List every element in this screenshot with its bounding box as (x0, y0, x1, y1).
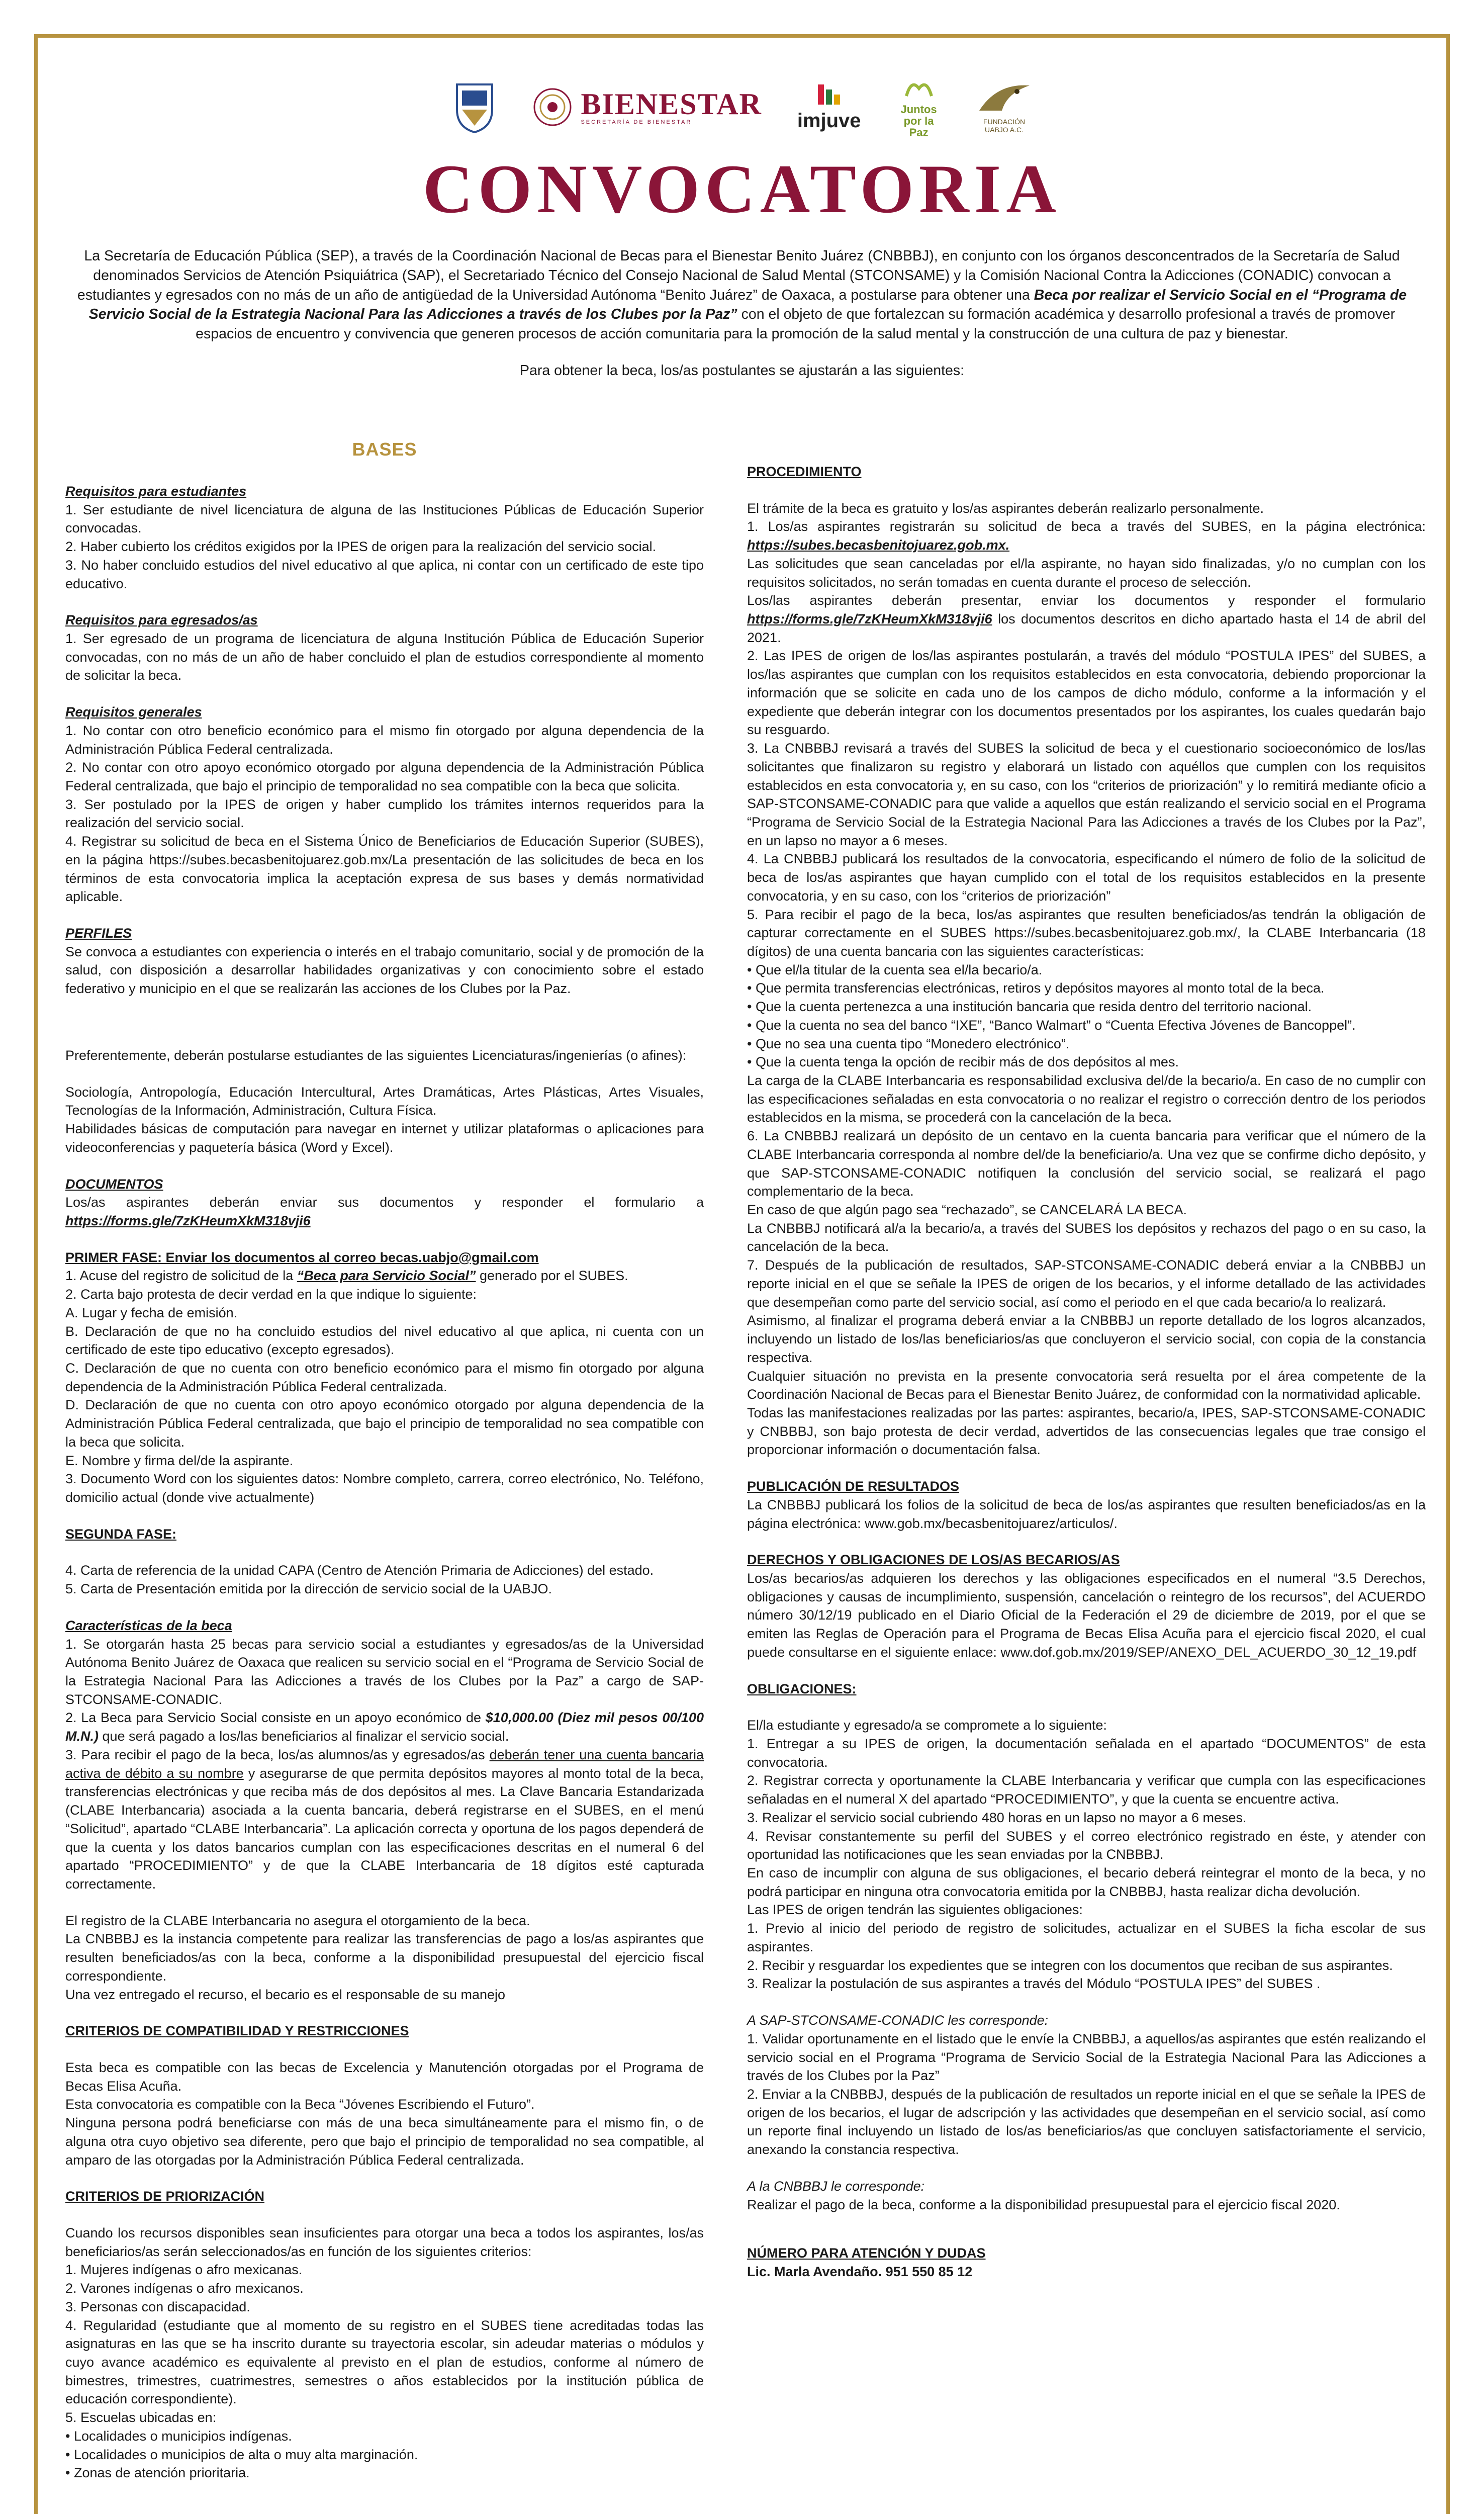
procedimiento-item: Asimismo, al finalizar el programa deberá enviar a la CNBBBJ un reporte detallado de los logros alcanzados, incluyendo un listado de los/las beneficiarios/as que concluyeron el servicio social, con copia de la constancia respectiva. (747, 1313, 1426, 1365)
subes-link[interactable]: https://subes.becasbenitojuarez.gob.mx. (747, 537, 1010, 553)
forms-link[interactable]: https://forms.gle/7zKHeumXkM318vji6 (65, 1213, 311, 1228)
procedimiento-item: La CNBBBJ notificará al/a la becario/a, a través del SUBES los depósitos y rechazos del pago o en su caso, la cancelación de la beca. (747, 1220, 1426, 1254)
carreras-text: Sociología, Antropología, Educación Intercultural, Artes Dramáticas, Artes Plásticas, Artes Visuales, Tecnologías de la Información, Administración, Cultura Física. (65, 1084, 704, 1118)
obligaciones-item: 2. Recibir y resguardar los expedientes que se integren con los documentos que reciban de sus aspirantes. (747, 1957, 1393, 1973)
fundacion-uabjo-logo (977, 80, 1032, 134)
obligaciones-intro: El/la estudiante y egresado/a se compromete a lo siguiente: (747, 1718, 1107, 1733)
perfiles-text: Se convoca a estudiantes con experiencia o interés en el trabajo comunitario, social y de promoción de la salud, con disposición a desarrollar habilidades organizativas y con conocimiento sobre el estado federativo y municipio en el que se realizarán las acciones de los Clubes por la Paz. (65, 944, 704, 997)
segunda-fase-item: 5. Carta de Presentación emitida por la dirección de servicio social de la UABJO. (65, 1581, 552, 1597)
procedimiento-item: 7. Después de la publicación de resultados, SAP-STCONSAME-CONADIC deberá enviar a la CNBBBJ un reporte inicial en el que se señale la IPES de origen de los becarios, y el informe detallado de las actividades que desempeñan como parte del servicio social, así como el periodo en el que cada becario/a lo realizará. (747, 1258, 1426, 1310)
registro-clabe-text: La CNBBBJ es la instancia competente para realizar las transferencias de pago a los/as aspirantes que resulten beneficiados/as con la beca, conforme a la disponibilidad presupuestal del ejercicio fiscal correspondiente. (65, 1931, 704, 1984)
req-generales-title: Requisitos generales (65, 704, 202, 720)
priorizacion-intro: Cuando los recursos disponibles sean insuficientes para otorgar una beca a todos los aspirantes, los/as beneficiarios/as serán seleccionados/as en función de los siguientes criterios: (65, 2225, 704, 2259)
priorizacion-item: • Localidades o municipios indígenas. (65, 2428, 292, 2444)
procedimiento-text: El trámite de la beca es gratuito y los/as aspirantes deberán realizarlo personalmente. (747, 500, 1264, 516)
caracteristicas-item (65, 1709, 704, 1745)
logo-bar (0, 69, 1484, 145)
sap-item: 1. Validar oportunamente en el listado que le envíe la CNBBBJ, a aquellos/as aspirantes que estén realizando el servicio social en el Programa “Programa de Servicio Social de la Estrategia Nacional Para las Adicciones a través de los Clubes por la Paz” (747, 2031, 1426, 2084)
procedimiento-item: La carga de la CLABE Interbancaria es responsabilidad exclusiva del/de la becario/a. En caso de no cumplir con las especificaciones señaladas en esta convocatoria o no realizar el registro o corrección dentro de los periodos establecidos en la misma, se procederá con la cancelación de la beca. (747, 1073, 1426, 1125)
sap-item: 2. Enviar a la CNBBBJ, después de la publicación de resultados un reporte inicial en el que se señale la IPES de origen de los becarios, el lugar de adscripción y las actividades que desempeñan en el servicio social, así como un reporte final incluyendo un listado de los/as beneficiarios/as que concluyen satisfactoriamente el servicio, anexando la constancia respectiva. (747, 2086, 1426, 2158)
procedimiento-item: • Que no sea una cuenta tipo “Monedero electrónico”. (747, 1036, 1070, 1051)
juntos-por-la-paz-logo (896, 76, 942, 138)
req-est-item: 2. Haber cubierto los créditos exigidos por la IPES de origen para la realización del servicio social. (65, 539, 657, 555)
procedimiento-item: 4. La CNBBBJ publicará los resultados de la convocatoria, especificando el número de folio de la solicitud de beca de los/as aspirantes que hayan cumplido con el total de los requisitos establecidos en la presente convocatoria, y en su caso, con los “criterios de priorización” (747, 851, 1426, 904)
documentos-title: DOCUMENTOS (65, 1176, 163, 1192)
priorizacion-item: 5. Escuelas ubicadas en: (65, 2410, 217, 2426)
procedimiento-item: Todas las manifestaciones realizadas por las partes: aspirantes, becario/a, IPES, SAP-STCONSAME-CONADIC y CNBBBJ, son bajo protesta de decir verdad, advertidos de las consecuencias legales que trae consigo el proporcionar información o documentación falsa. (747, 1405, 1426, 1458)
documentos-text (65, 1193, 704, 1230)
juntos-wordmark: Juntos por la Paz (900, 103, 937, 139)
procedimiento-item: • Que el/la titular de la cuenta sea el/la becario/a. (747, 962, 1043, 977)
bases-heading: BASES (352, 439, 417, 460)
caracteristicas-item (65, 1746, 704, 1894)
procedimiento-item: • Que la cuenta no sea del banco “IXE”, “Banco Walmart” o “Cuenta Efectiva Jóvenes de Bancoppel”. (747, 1017, 1356, 1033)
perfiles-title: PERFILES (65, 926, 132, 941)
registro-clabe-text: El registro de la CLABE Interbancaria no asegura el otorgamiento de la beca. (65, 1913, 530, 1928)
intro-closing: Para obtener la beca, los/as postulantes se ajustarán a las siguientes: (519, 362, 965, 379)
caracteristicas-title: Características de la beca (65, 1618, 232, 1633)
req-egresados-text: 1. Ser egresado de un programa de licenciatura de alguna Institución Pública de Educación Superior convocadas, con no más de un año de haber concluido el plan de estudios correspondiente al momento de solicitar la beca. (65, 631, 704, 683)
priorizacion-item: 4. Regularidad (estudiante que al momento de su registro en el SUBES tiene acreditadas todas las asignaturas en las que se ha inscrito durante su trayectoria escolar, sin adeudar materias o módulos y cuyo avance académico es equivalente al previsto en el plan de estudios, conforme al número de bimestres, trimestres, cuatrimestres, semestres o años establecidos por la institución pública de educación correspondiente). (65, 2317, 704, 2407)
procedimiento-item: 5. Para recibir el pago de la beca, los/as aspirantes que resulten beneficiados/as tendrán la obligación de capturar correctamente en el SUBES https://subes.becasbenitojuarez.gob.mx/, la CLABE Interbancaria (18 dígitos) de una cuenta bancaria con las siguientes características: (747, 907, 1426, 959)
intro-text-end: con el objeto de que fortalezcan su formación académica y desarrollo profesional a través de promover espacios de encuentro y convivencia que generen procesos de acción comunitaria para la promoción de la salud mental y la construcción de una cultura de paz y bienestar. (196, 306, 1396, 342)
caracteristicas-item-text: 3. Para recibir el pago de la beca, los/as alumnos/as y egresados/as (65, 1747, 485, 1762)
priorizacion-item: 3. Personas con discapacidad. (65, 2299, 250, 2314)
procedimiento-item (747, 517, 1426, 554)
fundacion-wordmark: FUNDACIÓN UABJO A.C. (983, 118, 1026, 134)
req-egresados-title: Requisitos para egresados/as (65, 612, 258, 628)
primer-fase-item: A. Lugar y fecha de emisión. (65, 1305, 238, 1320)
req-gen-item: 4. Registrar su solicitud de beca en el Sistema Único de Beneficiarios de Educación Superior (SUBES), en la página https://subes.becasbenitojuarez.gob.mx/La presentación de las solicitudes de beca en los términos de esta convocatoria implica la aceptación expresa de sus bases y demás normatividad aplicable. (65, 834, 704, 905)
req-est-item: 3. No haber concluido estudios del nivel educativo al que aplica, ni contar con un certificado de este tipo educativo. (65, 557, 704, 591)
primer-fase-item: 3. Documento Word con los siguientes datos: Nombre completo, carrera, correo electrónico, No. Teléfono, domicilio actual (donde vive actualmente) (65, 1471, 704, 1505)
monto-beca: $10,000.00 (Diez mil pesos 00/100 M.N.) (65, 1710, 704, 1744)
procedimiento-item: 6. La CNBBBJ realizará un depósito de un centavo en la cuenta bancaria para verificar que el número de la CLABE Interbancaria corresponda al nombre del/de la beneficiario/a. Una vez que se confirme dicho depósito, y que SAP-STCONSAME-CONADIC notifiquen la conclusión del servicio social, se realizará el pago complementario de la beca. (747, 1128, 1426, 1199)
req-estudiantes-title: Requisitos para estudiantes (65, 483, 247, 499)
cuenta-bancaria-requirement: deberán tener una cuenta bancaria activa de débito a su nombre (65, 1747, 704, 1781)
primer-fase-item (65, 1267, 704, 1285)
req-gen-item: 2. No contar con otro apoyo económico otorgado por alguna dependencia de la Administración Pública Federal centralizada, que bajo el principio de temporalidad no sea compatible con la beca que solicita. (65, 760, 704, 794)
req-est-item: 1. Ser estudiante de nivel licenciatura de alguna de las Instituciones Públicas de Educación Superior convocadas. (65, 502, 704, 536)
registro-clabe-text: Una vez entregado el recurso, el becario es el responsable de su manejo (65, 1987, 506, 2002)
cnbbbj-title: A la CNBBBJ le corresponde: (747, 2178, 925, 2194)
compatibilidad-title: CRITERIOS DE COMPATIBILIDAD Y RESTRICCIONES (65, 2023, 409, 2039)
preferentemente-text: Preferentemente, deberán postularse estudiantes de las siguientes Licenciaturas/ingenierías (o afines): (65, 1047, 687, 1063)
procedimiento-text: Las solicitudes que sean canceladas por el/la aspirante, no hayan sido finalizadas, y/o no cumplan con los requisitos solicitados, no serán tomadas en cuenta durante el proceso de selección. (747, 556, 1426, 590)
procedimiento-item: • Que la cuenta tenga la opción de recibir más de dos depósitos al mes. (747, 1054, 1179, 1070)
bienestar-subtitle: SECRETARÍA DE BIENESTAR (581, 119, 692, 125)
priorizacion-item: 1. Mujeres indígenas o afro mexicanas. (65, 2262, 303, 2278)
primer-fase-item: 2. Carta bajo protesta de decir verdad en la que indique lo siguiente: (65, 1287, 477, 1302)
segunda-fase-title: SEGUNDA FASE: (65, 1526, 177, 1542)
primer-fase-item: B. Declaración de que no ha concluido estudios del nivel educativo al que aplica, ni cuenta con un certificado de este tipo educativo (excepto egresados). (65, 1323, 704, 1358)
habilidades-text: Habilidades básicas de computación para navegar en internet y utilizar plataformas o aplicaciones para videoconferencias y paquetería básica (Word y Excel). (65, 1121, 704, 1155)
derechos-text: Los/as becarios/as adquieren los derechos y las obligaciones especificados en el numeral “3.5 Derechos, obligaciones y causas de incumplimiento, suspensión, cancelación o reintegro de los recursos”, del ACUERDO número 30/12/19 publicado en el Diario Oficial de la Federación el 29 de diciembre de 2019, por el que se emiten las Reglas de Operación para el Programa de Becas Elisa Acuña para el ejercicio fiscal 2020, el cual puede consultarse en el siguiente enlace: www.dof.gob.mx/2019/SEP/ANEXO_DEL_ACUERDO_30_12_19.pdf (747, 1570, 1426, 1660)
obligaciones-item: 3. Realizar el servicio social cubriendo 480 horas en un lapso no mayor a 6 meses. (747, 1810, 1247, 1825)
procedimiento-item: • Que permita transferencias electrónicas, retiros y depósitos mayores al monto total de la beca. (747, 980, 1325, 996)
primer-fase-title: PRIMER FASE: Enviar los documentos al correo becas.uabjo@gmail.com (65, 1249, 539, 1265)
caracteristicas-item-text: y asegurarse de que permita depósitos mayores al monto total de la beca, transferencias electrónicas y que reciba más de dos depósitos al mes. La Clave Bancaria Estandarizada (CLABE Interbancaria) asociada a la cuenta bancaria, deberá registrarse en el SUBES, en el menú “Solicitud”, apartado “CLABE Interbancaria”. La aplicación correcta y oportuna de los pagos dependerá de que la cuenta y los datos bancarios cumplan con las especificaciones descritas en el numeral 6 del apartado “PROCEDIMIENTO” y de que la CLABE Interbancaria de 18 dígitos esté capturada correctamente. (65, 1765, 704, 1892)
primer-fase-item: E. Nombre y firma del/de la aspirante. (65, 1453, 294, 1468)
sap-title: A SAP-STCONSAME-CONADIC les corresponde: (747, 2013, 1049, 2028)
obligaciones-item: 4. Revisar constantemente su perfil del SUBES y el correo electrónico registrado en éste, y atender con oportunidad las notificaciones que les sean enviadas por la CNBBBJ. (747, 1828, 1426, 1862)
procedimiento-item-text: 1. Los/as aspirantes registrarán su solicitud de beca a través del SUBES, en la página electrónica: (747, 519, 1426, 534)
left-column (65, 437, 704, 2482)
primer-fase-item: C. Declaración de que no cuenta con otro beneficio económico para el mismo fin otorgado por alguna dependencia de la Administración Pública Federal centralizada. (65, 1360, 704, 1394)
obligaciones-item: 3. Realizar la postulación de sus aspirantes a través del Módulo “POSTULA IPES” del SUBES . (747, 1976, 1321, 1992)
primer-fase-item-text: 1. Acuse del registro de solicitud de la (65, 1268, 294, 1284)
procedimiento-item: 2. Las IPES de origen de los/las aspirantes postularán, a través del módulo “POSTULA IPES” del SUBES, a los/las aspirantes que cumplan con los requisitos establecidos en esta convocatoria, debiendo proporcionar la información que se solicite en cada uno de los campos de dicho módulo, conforme a la información y el expediente que deberán integrar con los documentos presentados por los aspirantes, los cuales quedarán bajo su resguardo. (747, 648, 1426, 738)
contacto-title: NÚMERO PARA ATENCIÓN Y DUDAS (747, 2246, 986, 2261)
intro-paragraph (60, 246, 1424, 344)
obligaciones-item: En caso de incumplir con alguna de sus obligaciones, el becario deberá reintegrar el monto de la beca, y no podrá participar en ninguna otra convocatoria emitida por la CNBBBJ, hasta realizar dicha devolución. (747, 1865, 1426, 1899)
obligaciones-item: 1. Entregar a su IPES de origen, la documentación señalada en el apartado “DOCUMENTOS” de esta convocatoria. (747, 1736, 1426, 1770)
procedimiento-text (747, 591, 1426, 647)
compatibilidad-text: Ninguna persona podrá beneficiarse con más de una beca simultáneamente para el mismo fin, o de alguna otra cuyo objetivo sea diferente, pero que bajo el principio de temporalidad no sea compatible, al amparo de las otorgadas por la Administración Pública Federal centralizada. (65, 2115, 704, 2168)
caracteristicas-item-text: 2. La Beca para Servicio Social consiste en un apoyo económico de (65, 1710, 482, 1726)
obligaciones-item: 2. Registrar correcta y oportunamente la CLABE Interbancaria y verificar que cumpla con las especificaciones señaladas en el numeral X del apartado “PROCEDIMIENTO”, y que la cuenta se encuentre activa. (747, 1773, 1426, 1807)
bienestar-logo (532, 87, 762, 127)
obligaciones-title: OBLIGACIONES: (747, 1681, 857, 1696)
right-column (747, 463, 1426, 2281)
intro-section (60, 246, 1424, 398)
intro-beca-title: Beca por realizar el Servicio Social en el “Programa de Servicio Social de la Estrategia Nacional Para las Adicciones a través de los Clubes por la Paz” (88, 287, 1407, 323)
caracteristicas-item-text: que será pagado a los/las beneficiarios al finalizar el servicio social. (102, 1729, 509, 1744)
req-gen-item: 1. No contar con otro beneficio económico para el mismo fin otorgado por alguna dependencia de la Administración Pública Federal centralizada. (65, 723, 704, 757)
priorizacion-item: • Zonas de atención prioritaria. (65, 2465, 250, 2481)
procedimiento-item: 3. La CNBBBJ revisará a través del SUBES la solicitud de beca y el cuestionario socioeconómico de los/las solicitantes que finalizaron su registro y elaborará un listado con aquéllos que cumplen con los requisitos establecidos en esta convocatoria y, en su caso, con los “criterios de priorización” y lo remitirá mediante oficio a SAP-STCONSAME-CONADIC para que valide a aquellos que están realizando el servicio social en el Programa “Programa de Servicio Social de la Estrategia Nacional Para las Adicciones a través de los Clubes por la Paz”, en un lapso no mayor a 6 meses. (747, 741, 1426, 848)
contacto-text: Lic. Marla Avendaño. 951 550 85 12 (747, 2264, 973, 2279)
beca-servicio-social-label: “Beca para Servicio Social” (297, 1268, 476, 1284)
documentos-desc: Los/as aspirantes deberán enviar sus documentos y responder el formulario a (65, 1195, 704, 1210)
req-gen-item: 3. Ser postulado por la IPES de origen y haber cumplido los trámites internos requeridos para la realización del servicio social. (65, 796, 704, 831)
priorizacion-item: • Localidades o municipios de alta o muy alta marginación. (65, 2447, 418, 2462)
obligaciones-item: 1. Previo al inicio del periodo de registro de solicitudes, actualizar en el SUBES la ficha escolar de sus aspirantes. (747, 1921, 1426, 1954)
procedimiento-item: • Que la cuenta pertenezca a una institución bancaria que resida dentro del territorio nacional. (747, 999, 1312, 1015)
intro-text: La Secretaría de Educación Pública (SEP), a través de la Coordinación Nacional de Becas para el Bienestar Benito Juárez (CNBBBJ), en conjunto con los órganos desconcentrados de la Secretaría de Salud denominados Servicios de Atención Psiquiátrica (SAP), el Secretariado Técnico del Consejo Nacional de Salud Mental (STCONSAME) y la Comisión Nacional Contra la Adicciones (CONADIC) convocan a estudiantes y egresados con no más de un año de antigüedad de la Universidad Autónoma “Benito Juárez” de Oaxaca, a postularse para obtener una (77, 248, 1400, 303)
oaxaca-crest-logo (452, 79, 497, 135)
segunda-fase-item: 4. Carta de referencia de la unidad CAPA (Centro de Atención Primaria de Adicciones) del estado. (65, 1563, 654, 1578)
imjuve-wordmark: imjuve (797, 110, 861, 132)
page-title: CONVOCATORIA (423, 150, 1061, 227)
primer-fase-item-text: generado por el SUBES. (479, 1268, 628, 1284)
bienestar-wordmark: BIENESTAR (581, 87, 762, 121)
publicacion-text: La CNBBBJ publicará los folios de la solicitud de beca de los/as aspirantes que resulten beneficiados/as en la página electrónica: www.gob.mx/becasbenitojuarez/articulos/. (747, 1497, 1426, 1531)
imjuve-logo (797, 82, 861, 132)
procedimiento-item: Cualquier situación no prevista en la presente convocatoria será resuelta por el área competente de la Coordinación Nacional de Becas para el Bienestar Benito Juárez, de conformidad con la normatividad aplicable. (747, 1368, 1426, 1402)
primer-fase-item: D. Declaración de que no cuenta con otro apoyo económico otorgado por alguna dependencia de la Administración Pública Federal centralizada, que bajo el principio de temporalidad no sea compatible con la beca que solicita. (65, 1397, 704, 1450)
compatibilidad-text: Esta convocatoria es compatible con la Beca “Jóvenes Escribiendo el Futuro”. (65, 2097, 535, 2112)
forms-link[interactable]: https://forms.gle/7zKHeumXkM318vji6 (747, 611, 992, 627)
obligaciones-item: Las IPES de origen tendrán las siguientes obligaciones: (747, 1902, 1083, 1918)
publicacion-title: PUBLICACIÓN DE RESULTADOS (747, 1479, 960, 1494)
derechos-title: DERECHOS Y OBLIGACIONES DE LOS/AS BECARIOS/AS (747, 1552, 1120, 1568)
caracteristicas-item: 1. Se otorgarán hasta 25 becas para servicio social a estudiantes y egresados/as de la Universidad Autónoma Benito Juárez de Oaxaca que realicen su servicio social en el “Programa de Servicio Social de la Estrategia Nacional Para las Adicciones a través de los Clubes por la Paz” a cargo de SAP-STCONSAME-CONADIC. (65, 1636, 704, 1707)
compatibilidad-text: Esta beca es compatible con las becas de Excelencia y Manutención otorgadas por el Programa de Becas Elisa Acuña. (65, 2059, 704, 2094)
procedimiento-text-part: Los/las aspirantes deberán presentar, enviar los documentos y responder el formulario (747, 593, 1426, 608)
priorizacion-item: 2. Varones indígenas o afro mexicanos. (65, 2281, 304, 2296)
procedimiento-title: PROCEDIMIENTO (747, 464, 862, 479)
cnbbbj-text: Realizar el pago de la beca, conforme a la disponibilidad presupuestal para el ejercicio fiscal 2020. (747, 2197, 1340, 2212)
procedimiento-text-part: los documentos descritos en dicho apartado hasta el 14 de abril del 2021. (747, 611, 1426, 645)
procedimiento-item: En caso de que algún pago sea “rechazado”, se CANCELARÁ LA BECA. (747, 1202, 1187, 1218)
priorizacion-title: CRITERIOS DE PRIORIZACIÓN (65, 2189, 265, 2204)
